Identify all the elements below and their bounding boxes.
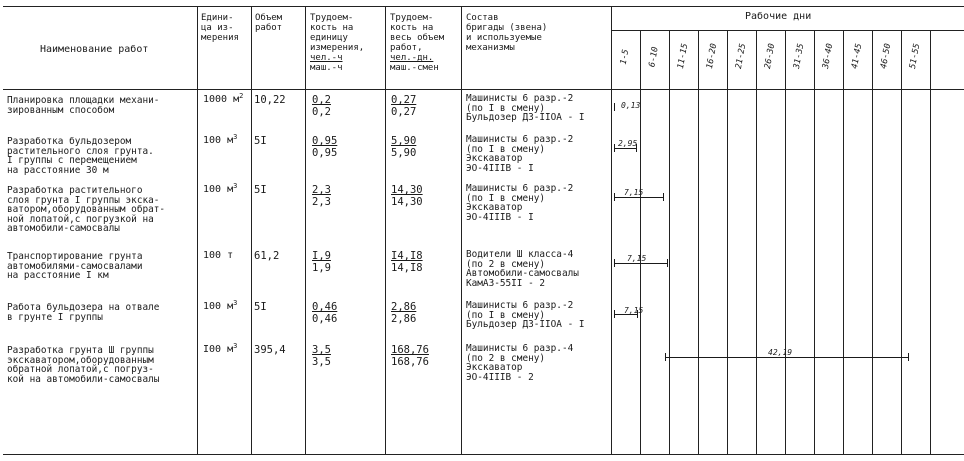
col-rule-day	[843, 30, 844, 454]
crew-composition: Водители Ш класса-4 (по 2 в смену) Автомобили-самосвалы КамАЗ-55II - 2	[466, 249, 579, 289]
unit-text: 100 м	[203, 301, 234, 312]
header-labor-unit: Трудоем- кость на единицу измерения,	[310, 13, 365, 53]
col-rule-day	[756, 30, 757, 454]
unit-of-measure	[203, 344, 237, 356]
labor-per-unit-machine: 1,9	[312, 262, 331, 274]
gantt-bar-label: 42,19	[768, 348, 793, 357]
col-rule-labor-total	[385, 6, 386, 454]
labor-per-unit-machine: 0,46	[312, 313, 338, 325]
day-column-label: 6-10	[647, 46, 661, 68]
work-name: Планировка площадки механи- зированным способом	[7, 95, 160, 116]
gantt-bar-label: 7,15	[624, 188, 644, 197]
col-rule-day	[901, 30, 902, 454]
labor-total-person: 5,90	[391, 135, 417, 147]
labor-total-machine: 0,27	[391, 106, 417, 118]
header-labor-unit-numerator: чел.-ч	[310, 53, 343, 63]
work-volume: 395,4	[254, 344, 286, 356]
gantt-bar	[665, 357, 908, 358]
unit-exponent: 3	[233, 133, 238, 141]
table-top-border	[3, 6, 964, 7]
labor-total-person: 0,27	[391, 94, 417, 106]
labor-per-unit-person: 0,95	[312, 135, 338, 147]
labor-total-person: 2,86	[391, 301, 417, 313]
work-volume: 61,2	[254, 250, 280, 262]
header-labor-total-numerator: чел.-дн.	[390, 53, 434, 63]
header-crew: Состав бригады (звена) и используемые механизмы	[466, 13, 548, 53]
work-volume: 10,22	[254, 94, 286, 106]
labor-per-unit-machine: 0,2	[312, 106, 331, 118]
gantt-bar-start-tick	[614, 144, 615, 152]
unit-of-measure	[203, 135, 237, 147]
day-column-label: 46-50	[878, 42, 894, 70]
labor-total-person: 14,30	[391, 184, 423, 196]
gantt-bar-end-tick	[667, 259, 668, 267]
unit-exponent: 2	[239, 92, 244, 100]
labor-per-unit-machine: 0,95	[312, 147, 338, 159]
day-column-label: 11-15	[675, 42, 691, 70]
days-subheader-rule	[611, 30, 964, 31]
col-rule-unit	[197, 6, 198, 454]
col-rule-crew	[461, 6, 462, 454]
crew-composition: Машинисты 6 разр.-2 (по I в смену) Экскаватор ЭО-4IIIВ - I	[466, 183, 574, 223]
col-rule-volume	[251, 6, 252, 454]
gantt-bar-start-tick	[614, 103, 615, 111]
day-column-label: 1-5	[618, 48, 632, 66]
unit-text: 100 м	[203, 135, 234, 146]
labor-total-machine: 14,30	[391, 196, 423, 208]
labor-per-unit-person: 3,5	[312, 344, 331, 356]
work-name: Разработка растительного слоя грунта I группы экска- ватором,оборудованным обрат- ной лопатой,с погрузкой на автомобили-самосвалы	[7, 185, 166, 235]
labor-per-unit-person: 2,3	[312, 184, 331, 196]
col-rule-day	[727, 30, 728, 454]
unit-exponent: 3	[233, 299, 238, 307]
col-rule-day	[785, 30, 786, 454]
day-column-label: 36-40	[820, 42, 836, 70]
header-labor-total-denominator: маш.-смен	[390, 63, 439, 73]
day-column-label: 31-35	[791, 42, 807, 70]
gantt-bar-start-tick	[614, 193, 615, 201]
unit-exponent: 3	[233, 342, 238, 350]
col-rule-day	[872, 30, 873, 454]
unit-of-measure	[203, 184, 237, 196]
header-bottom-rule	[3, 89, 964, 90]
header-labor-total: Трудоем- кость на весь объем работ,	[390, 13, 445, 53]
gantt-bar-start-tick	[614, 259, 615, 267]
header-working-days: Рабочие дни	[745, 11, 812, 22]
header-volume: Объем работ	[255, 13, 283, 33]
header-unit: Едини- ца из- мерения	[201, 13, 239, 43]
crew-composition: Машинисты 6 разр.-2 (по I в смену) Бульдозер ДЗ-IIОА - I	[466, 300, 585, 331]
labor-per-unit-machine: 2,3	[312, 196, 331, 208]
labor-total-person: 168,76	[391, 344, 429, 356]
col-rule-day	[930, 30, 931, 454]
work-name: Разработка бульдозером растительного слоя грунта. I группы с перемещением на расстояние 30 м	[7, 136, 154, 176]
gantt-bar-end-tick	[908, 353, 909, 361]
unit-of-measure	[203, 94, 243, 106]
day-column-label: 16-20	[704, 42, 720, 70]
gantt-bar	[614, 263, 667, 264]
gantt-bar	[614, 197, 663, 198]
day-column-label: 26-30	[762, 42, 778, 70]
unit-of-measure	[203, 301, 237, 313]
labor-per-unit-person: 0,46	[312, 301, 338, 313]
labor-total-machine: 14,I8	[391, 262, 423, 274]
gantt-bar-label: 7,15	[624, 306, 644, 315]
unit-text: 1000 м	[203, 94, 240, 105]
work-name: Работа бульдозера на отвале в грунте I группы	[7, 302, 160, 323]
day-column-label: 51-55	[907, 42, 923, 70]
col-rule-days	[611, 6, 612, 454]
crew-composition: Машинисты 6 разр.-2 (по I в смену) Экскаватор ЭО-4IIIВ - I	[466, 134, 574, 174]
col-rule-day	[698, 30, 699, 454]
labor-total-machine: 5,90	[391, 147, 417, 159]
unit-text: 100 м	[203, 184, 234, 195]
crew-composition: Машинисты 6 разр.-4 (по 2 в смену) Экскаватор ЭО-4IIIВ - 2	[466, 343, 574, 383]
unit-text: 100 т	[203, 250, 234, 261]
col-rule-day	[669, 30, 670, 454]
labor-total-machine: 2,86	[391, 313, 417, 325]
day-column-label: 21-25	[733, 42, 749, 70]
labor-total-person: I4,I8	[391, 250, 423, 262]
gantt-bar-start-tick	[665, 353, 666, 361]
work-volume: 5I	[254, 301, 267, 313]
gantt-bar	[614, 148, 636, 149]
labor-total-machine: 168,76	[391, 356, 429, 368]
gantt-bar-label: 2,95	[618, 139, 638, 148]
labor-per-unit-person: 0,2	[312, 94, 331, 106]
labor-per-unit-person: I,9	[312, 250, 331, 262]
work-volume: 5I	[254, 184, 267, 196]
work-name: Разработка грунта Ш группы экскаватором,оборудованным обратной лопатой,с погруз- кой на автомобили-самосвалы	[7, 345, 160, 385]
work-name: Транспортирование грунта автомобилями-самосвалами на расстояние I км	[7, 251, 143, 282]
gantt-bar-label: 7,15	[627, 254, 647, 263]
day-column-label: 41-45	[849, 42, 865, 70]
unit-exponent: 3	[233, 182, 238, 190]
col-rule-labor-unit	[305, 6, 306, 454]
table-bottom-border	[3, 454, 964, 455]
header-labor-unit-denominator: маш.-ч	[310, 63, 343, 73]
gantt-bar-label: 0,13	[621, 101, 641, 110]
header-work-name: Наименование работ	[40, 44, 149, 55]
work-volume: 5I	[254, 135, 267, 147]
gantt-bar-start-tick	[614, 310, 615, 318]
unit-of-measure	[203, 250, 233, 262]
crew-composition: Машинисты 6 разр.-2 (по I в смену) Бульдозер ДЗ-IIОА - I	[466, 93, 585, 124]
col-rule-day	[640, 30, 641, 454]
col-rule-day	[814, 30, 815, 454]
unit-text: I00 м	[203, 344, 234, 355]
gantt-bar-end-tick	[663, 193, 664, 201]
labor-per-unit-machine: 3,5	[312, 356, 331, 368]
